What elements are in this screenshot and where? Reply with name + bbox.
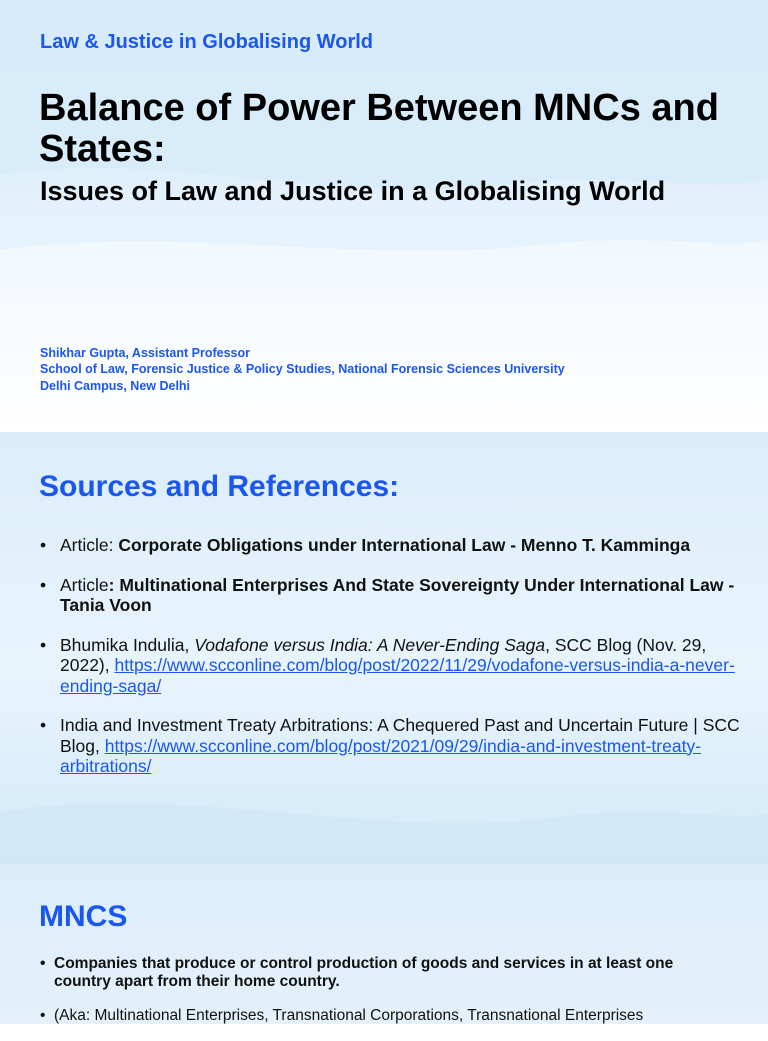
reference-title: Vodafone versus India: A Never-Ending Saga — [194, 634, 546, 655]
author-school-line: School of Law, Forensic Justice & Policy Studies, National Forensic Sciences University — [40, 362, 565, 377]
author-block — [40, 345, 565, 394]
list-item: • Article: Corporate Obligations under International Law - Menno T. Kamminga — [40, 535, 740, 556]
author-name-line: Shikhar Gupta, Assistant Professor — [40, 346, 251, 360]
page-subtitle: Issues of Law and Justice in a Globalising World — [40, 176, 666, 206]
list-item: • Companies that produce or control production of goods and services in at least one country apart from their home country. — [40, 955, 730, 991]
list-item: • (Aka: Multinational Enterprises, Transnational Corporations, Transnational Enterprises — [40, 1007, 730, 1025]
list-item: • Article: Multinational Enterprises And State Sovereignty Under International Law - Tania Voon — [40, 575, 740, 616]
references-list — [40, 535, 740, 796]
list-item: • Bhumika Indulia, Vodafone versus India: A Never-Ending Saga, SCC Blog (Nov. 29, 2022), https://www.scconline.com/blog/post/2022/11/29/vodafone-versus-india-a-never-ending-saga/ — [40, 635, 740, 697]
author-campus-line: Delhi Campus, New Delhi — [40, 378, 191, 393]
mncs-list — [40, 955, 730, 1041]
reference-link[interactable]: https://www.scconline.com/blog/post/2021/09/29/india-and-investment-treaty-arbitrations/ — [60, 735, 702, 776]
page-title: Balance of Power Between MNCs and States: — [39, 87, 719, 170]
reference-title: Corporate Obligations under International Law - Menno T. Kamminga — [118, 535, 691, 555]
list-item: • India and Investment Treaty Arbitrations: A Chequered Past and Uncertain Future | SCC Blog, https://www.scconline.com/blog/post/2021/09/29/india-and-investment-treaty-arbitrations/ — [40, 715, 740, 777]
reference-link[interactable]: https://www.scconline.com/blog/post/2022/11/29/vodafone-versus-india-a-never-ending-saga/ — [60, 655, 735, 696]
course-kicker: Law & Justice in Globalising World — [40, 31, 374, 53]
mncs-heading: MNCS — [39, 900, 128, 933]
reference-title: : Multinational Enterprises And State Sovereignty Under International Law - Tania Voon — [60, 574, 735, 615]
title-slide — [0, 0, 768, 432]
references-heading: Sources and References: — [39, 470, 400, 503]
